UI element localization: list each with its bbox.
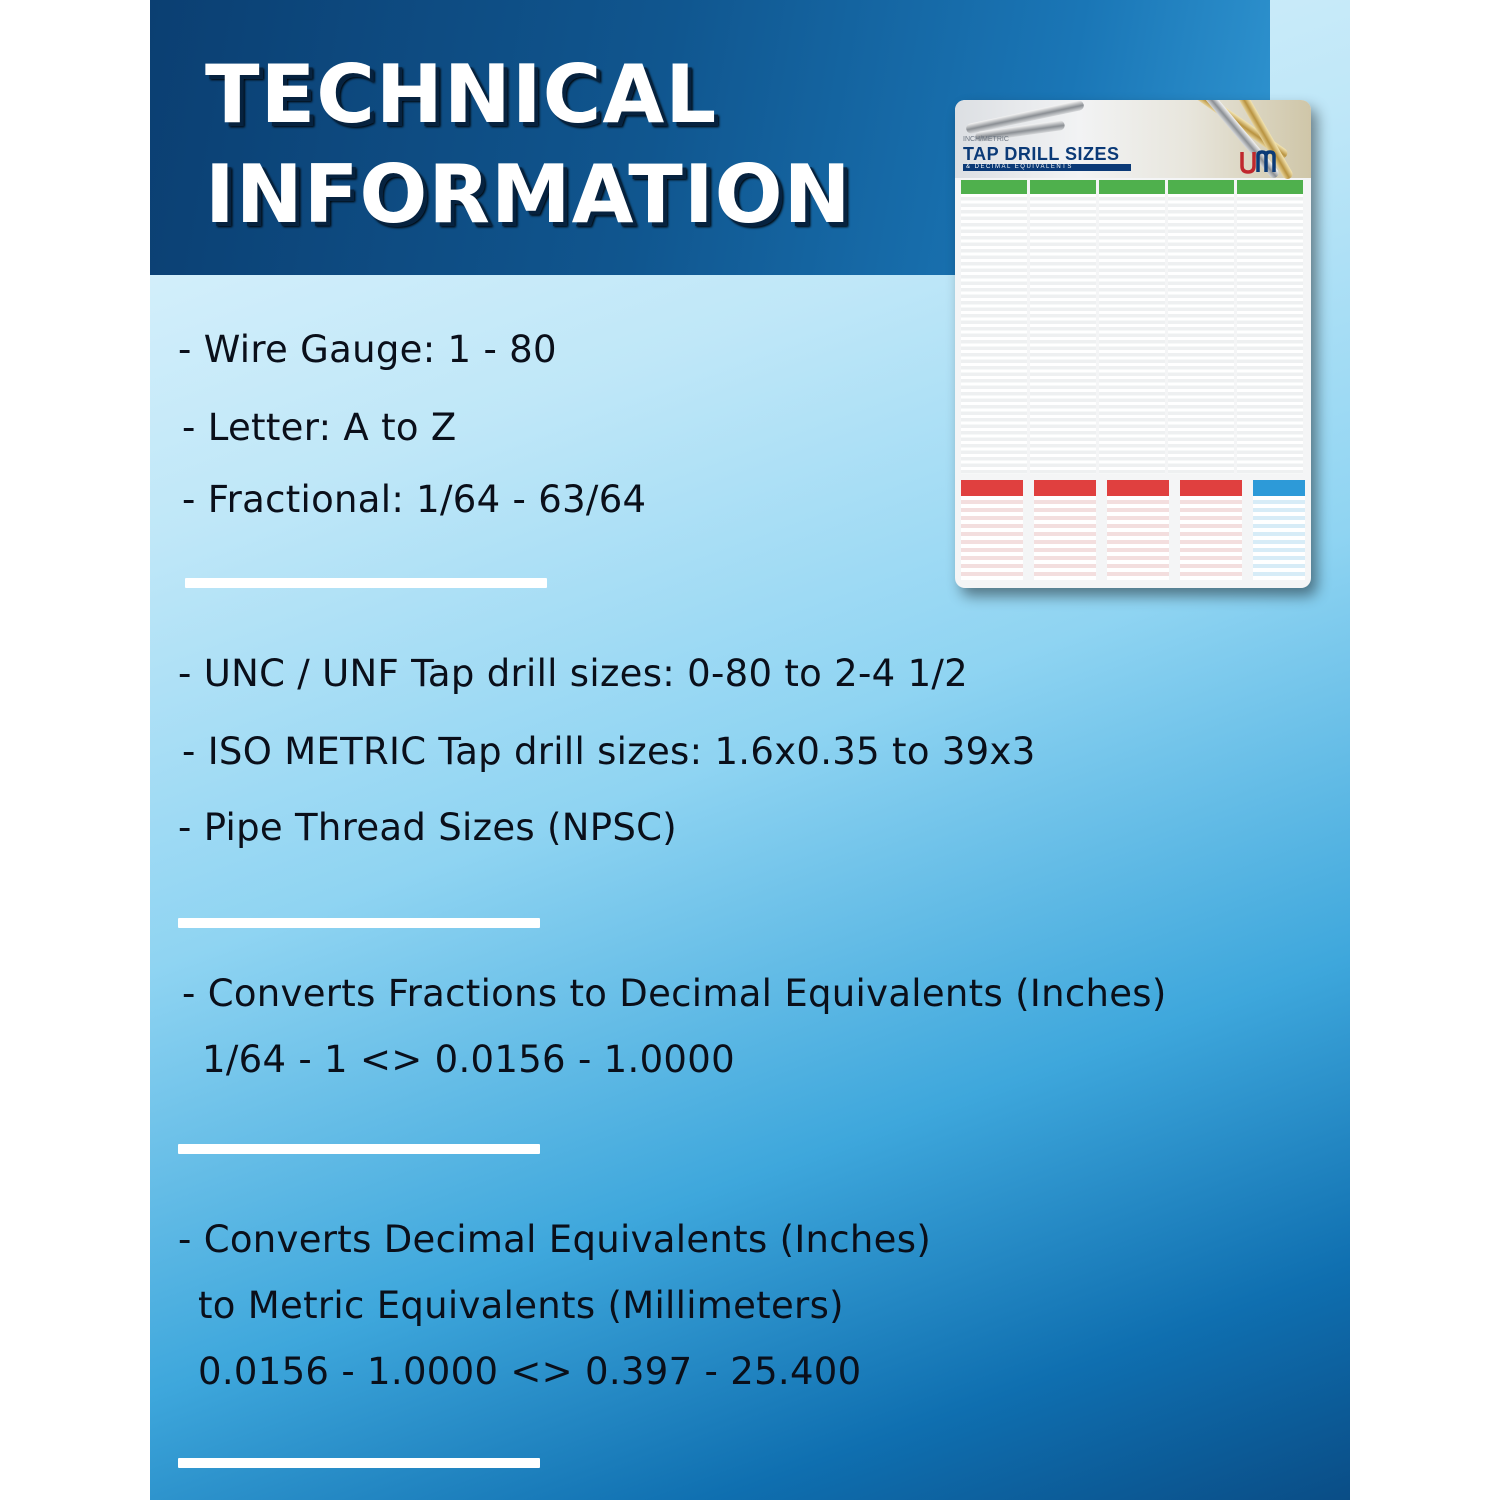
feature-wire-gauge: - Wire Gauge: 1 - 80 bbox=[178, 328, 557, 371]
table-column bbox=[1030, 180, 1096, 474]
feature-decimal-metric-range: 0.0156 - 1.0000 <> 0.397 - 25.400 bbox=[198, 1350, 862, 1393]
feature-decimal-to-metric: - Converts Decimal Equivalents (Inches) bbox=[178, 1218, 932, 1261]
divider bbox=[178, 1458, 540, 1468]
table-column bbox=[1168, 180, 1234, 474]
feature-unc-unf: - UNC / UNF Tap drill sizes: 0-80 to 2-4 1/2 bbox=[178, 652, 969, 695]
divider bbox=[178, 1144, 540, 1154]
table-column bbox=[1237, 180, 1303, 474]
table-column bbox=[1034, 480, 1096, 580]
card-subtitle: & DECIMAL EQUIVALENTS bbox=[963, 164, 1131, 171]
feature-fractional: - Fractional: 1/64 - 63/64 bbox=[182, 478, 647, 521]
card-title: TAP DRILL SIZES bbox=[963, 144, 1120, 164]
feature-iso-metric: - ISO METRIC Tap drill sizes: 1.6x0.35 to 39x3 bbox=[182, 730, 1036, 773]
table-column bbox=[961, 480, 1023, 580]
metric-table bbox=[961, 480, 1305, 580]
divider bbox=[178, 918, 540, 928]
info-panel bbox=[150, 0, 1350, 1500]
table-column bbox=[1099, 180, 1165, 474]
feature-pipe-thread: - Pipe Thread Sizes (NPSC) bbox=[178, 806, 678, 849]
card-eyebrow: INCH/METRIC bbox=[963, 136, 1009, 143]
table-column bbox=[1107, 480, 1169, 580]
pipe-thread-column bbox=[1253, 480, 1305, 580]
table-column bbox=[961, 180, 1027, 474]
inch-table bbox=[961, 180, 1305, 474]
feature-decimal-to-metric-2: to Metric Equivalents (Millimeters) bbox=[198, 1284, 844, 1327]
feature-fraction-to-decimal: - Converts Fractions to Decimal Equivalents (Inches) bbox=[182, 972, 1167, 1015]
page-title-line-1: TECHNICAL bbox=[205, 48, 718, 141]
um-logo-icon bbox=[1240, 150, 1276, 174]
feature-letter: - Letter: A to Z bbox=[182, 406, 457, 449]
page-title-line-2: INFORMATION bbox=[205, 148, 852, 241]
divider bbox=[185, 578, 547, 588]
tap-drill-chart-card bbox=[955, 100, 1311, 588]
feature-fraction-range: 1/64 - 1 <> 0.0156 - 1.0000 bbox=[202, 1038, 735, 1081]
table-column bbox=[1180, 480, 1242, 580]
